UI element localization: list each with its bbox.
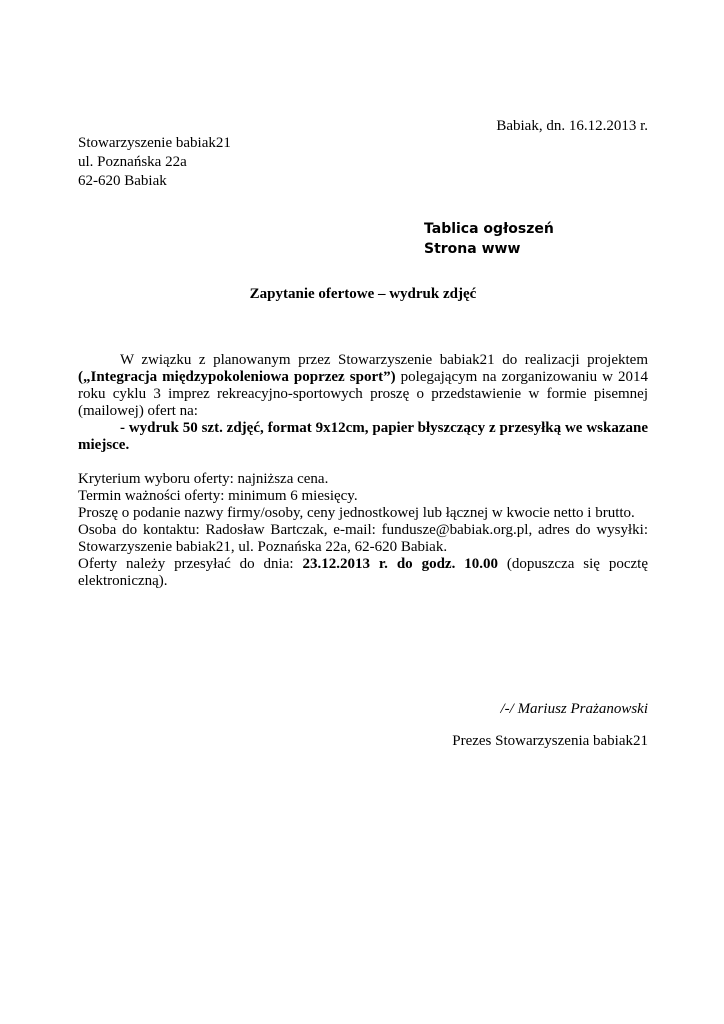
sender-city: 62-620 Babiak bbox=[78, 173, 167, 189]
sender-street: ul. Poznańska 22a bbox=[78, 154, 187, 170]
sender-name: Stowarzyszenie babiak21 bbox=[78, 135, 231, 151]
contact-info: Osoba do kontaktu: Radosław Bartczak, e-mail: fundusze@babiak.org.pl, adres do wysyłki: Stowarzyszenie babiak21, ul. Poznańska 22a, 62-620 Babiak. bbox=[78, 522, 648, 555]
offer-validity: Termin ważności oferty: minimum 6 miesięcy. bbox=[78, 488, 358, 504]
signature-position: Prezes Stowarzyszenia babiak21 bbox=[452, 733, 648, 749]
intro-part1: W związku z planowanym przez Stowarzyszenie babiak21 do realizacji projektem bbox=[120, 352, 648, 368]
intro-paragraph-block bbox=[78, 352, 648, 454]
deadline-prefix: Oferty należy przesyłać do dnia: bbox=[78, 556, 303, 572]
offer-request: Proszę o podanie nazwy firmy/osoby, ceny jednostkowej lub łącznej w kwocie netto i brutto. bbox=[78, 505, 635, 521]
recipient-website: Strona www bbox=[424, 241, 521, 257]
order-requirement: - wydruk 50 szt. zdjęć, format 9x12cm, papier błyszczący z przesyłką we wskazane miejsce. bbox=[78, 420, 648, 453]
deadline-suffix: (dopuszcza się pocztę elektroniczną). bbox=[78, 556, 648, 589]
deadline-date: 23.12.2013 r. do godz. 10.00 bbox=[302, 556, 498, 572]
intro-part2: polegającym na zorganizowaniu w 2014 roku cyklu 3 imprez rekreacyjno-sportowych proszę o przedstawienie w formie pisemnej (mailowej) ofert na: bbox=[78, 369, 648, 419]
recipients-block bbox=[424, 219, 554, 259]
sender-address bbox=[78, 135, 231, 192]
project-name: („Integracja międzypokoleniowa poprzez sport”) bbox=[78, 369, 396, 385]
deadline-line bbox=[78, 556, 648, 590]
offer-details bbox=[78, 471, 648, 590]
intro-paragraph bbox=[78, 352, 648, 420]
place-date: Babiak, dn. 16.12.2013 r. bbox=[496, 118, 648, 134]
recipient-notice-board: Tablica ogłoszeń bbox=[424, 221, 554, 237]
document-subject: Zapytanie ofertowe – wydruk zdjęć bbox=[249, 286, 477, 302]
signature-name: /-/ Mariusz Prażanowski bbox=[500, 701, 648, 717]
selection-criterion: Kryterium wyboru oferty: najniższa cena. bbox=[78, 471, 329, 487]
